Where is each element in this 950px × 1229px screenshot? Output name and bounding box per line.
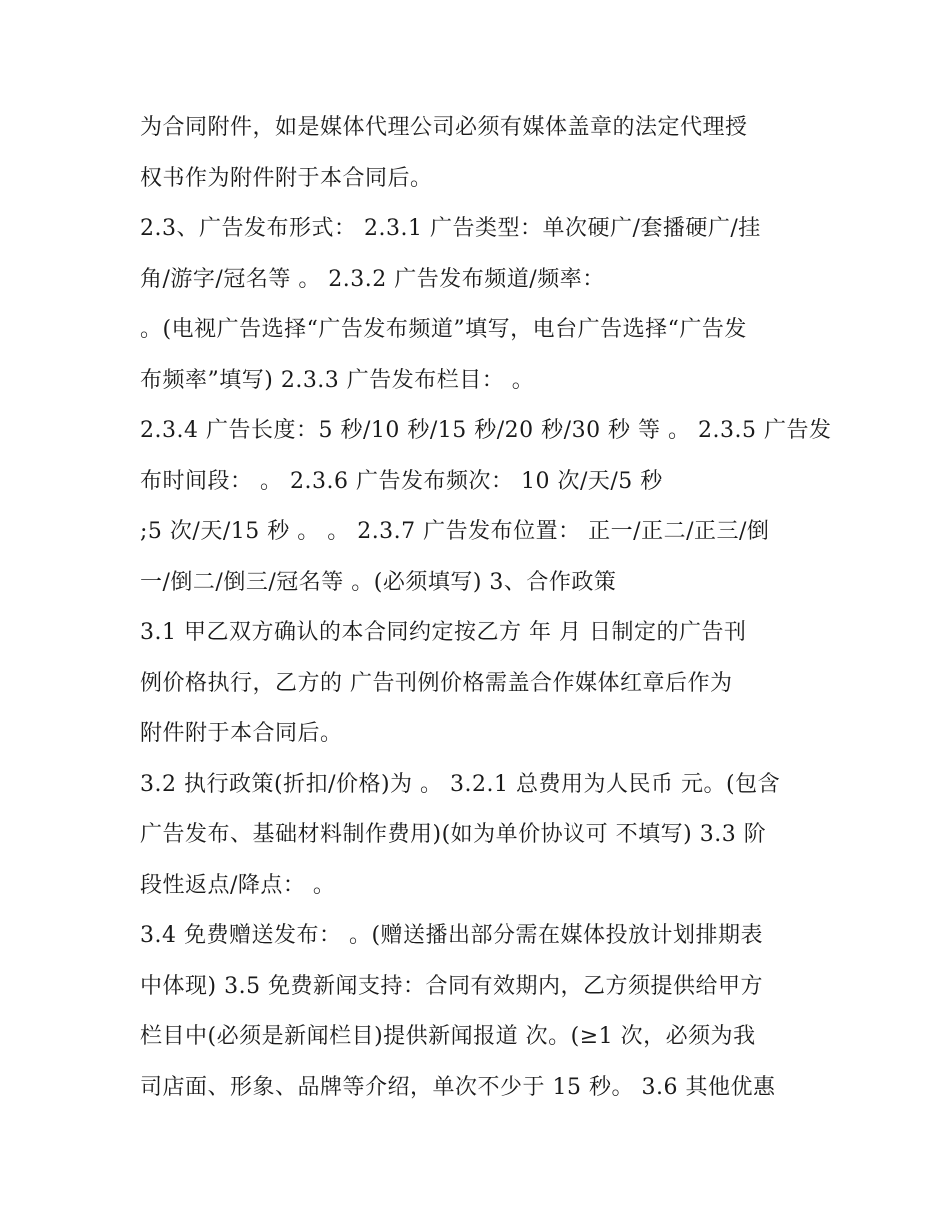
text-line: 附件附于本合同后。 (140, 721, 343, 746)
text-line: 权书作为附件附于本合同后。 (140, 165, 433, 191)
text-line: 角/游字/冠名等 。 2.3.2 广告发布频道/频率： (140, 266, 605, 292)
text-line: 布时间段： 。 2.3.6 广告发布频次： 10 次/天/5 秒 (140, 468, 663, 494)
text-line: 中体现) 3.5 免费新闻支持：合同有效期内，乙方须提供给甲方 (140, 973, 764, 999)
contract-body-text (140, 103, 830, 1113)
text-line: 布频率”填写) 2.3.3 广告发布栏目： 。 (140, 367, 535, 393)
text-line: 2.3.4 广告长度：5 秒/10 秒/15 秒/20 秒/30 秒 等 。 2.3.5 广告发 (140, 418, 832, 443)
text-line: ;5 次/天/15 秒 。 。 2.3.7 广告发布位置： 正一/正二/正三/倒 (140, 519, 770, 544)
text-line: 司店面、形象、品牌等介绍，单次不少于 15 秒。 3.6 其他优惠 (140, 1074, 776, 1100)
text-line: 栏目中(必须是新闻栏目)提供新闻报道 次。(≥1 次，必须为我 (140, 1024, 756, 1049)
text-line: 3.2 执行政策(折扣/价格)为 。 3.2.1 总费用为人民币 元。(包含 (140, 771, 781, 797)
text-line: 段性返点/降点： 。 (140, 872, 336, 898)
text-line: 为合同附件，如是媒体代理公司必须有媒体盖章的法定代理授 (140, 115, 748, 140)
text-line: 2.3、广告发布形式： 2.3.1 广告类型：单次硬广/套播硬广/挂 (140, 216, 761, 241)
text-line: 3.4 免费赠送发布： 。(赠送播出部分需在媒体投放计划排期表 (140, 923, 764, 948)
text-line: 一/倒二/倒三/冠名等 。(必须填写) 3、合作政策 (140, 569, 617, 595)
text-line: 3.1 甲乙双方确认的本合同约定按乙方 年 月 日制定的广告刊 (140, 620, 747, 645)
text-line: 广告发布、基础材料制作费用)(如为单价协议可 不填写) 3.3 阶 (140, 822, 767, 847)
text-line: 。(电视广告选择“广告发布频道”填写，电台广告选择“广告发 (140, 317, 747, 342)
text-line: 例价格执行，乙方的 广告刊例价格需盖合作媒体红章后作为 (140, 670, 733, 696)
